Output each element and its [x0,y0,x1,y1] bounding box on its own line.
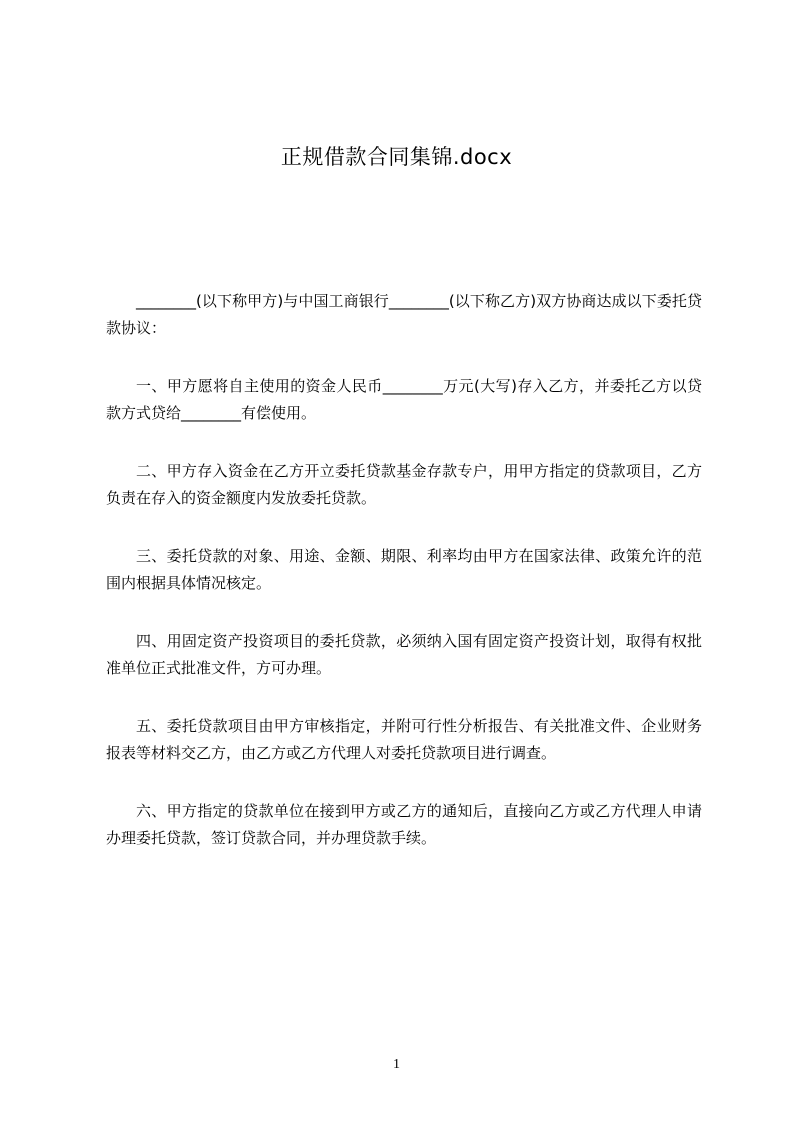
paragraph-clause-2: 二、甲方存入资金在乙方开立委托贷款基金存款专户，用甲方指定的贷款项目，乙方负责在存入的资金额度内发放委托贷款。 [106,462,702,507]
paragraph-clause-3: 三、委托贷款的对象、用途、金额、期限、利率均由甲方在国家法律、政策允许的范围内根据具体情况核定。 [106,547,702,592]
paragraph-clause-4: 四、用固定资产投资项目的委托贷款，必须纳入国有固定资产投资计划，取得有权批准单位正式批准文件，方可办理。 [106,632,702,677]
paragraph-clause-5: 五、委托贷款项目由甲方审核指定，并附可行性分析报告、有关批准文件、企业财务报表等材料交乙方，由乙方或乙方代理人对委托贷款项目进行调查。 [106,717,702,762]
document-body [106,288,702,883]
page-number: 1 [393,1057,400,1072]
paragraph-clause-6: 六、甲方指定的贷款单位在接到甲方或乙方的通知后，直接向乙方或乙方代理人申请办理委托贷款，签订贷款合同，并办理贷款手续。 [106,802,702,847]
paragraph-intro: ________(以下称甲方)与中国工商银行________(以下称乙方)双方协商达成以下委托贷款协议： [106,292,702,337]
document-title: 正规借款合同集锦.docx [280,145,513,169]
paragraph-clause-1: 一、甲方愿将自主使用的资金人民币________万元(大写)存入乙方，并委托乙方以贷款方式贷给________有偿使用。 [106,377,702,422]
